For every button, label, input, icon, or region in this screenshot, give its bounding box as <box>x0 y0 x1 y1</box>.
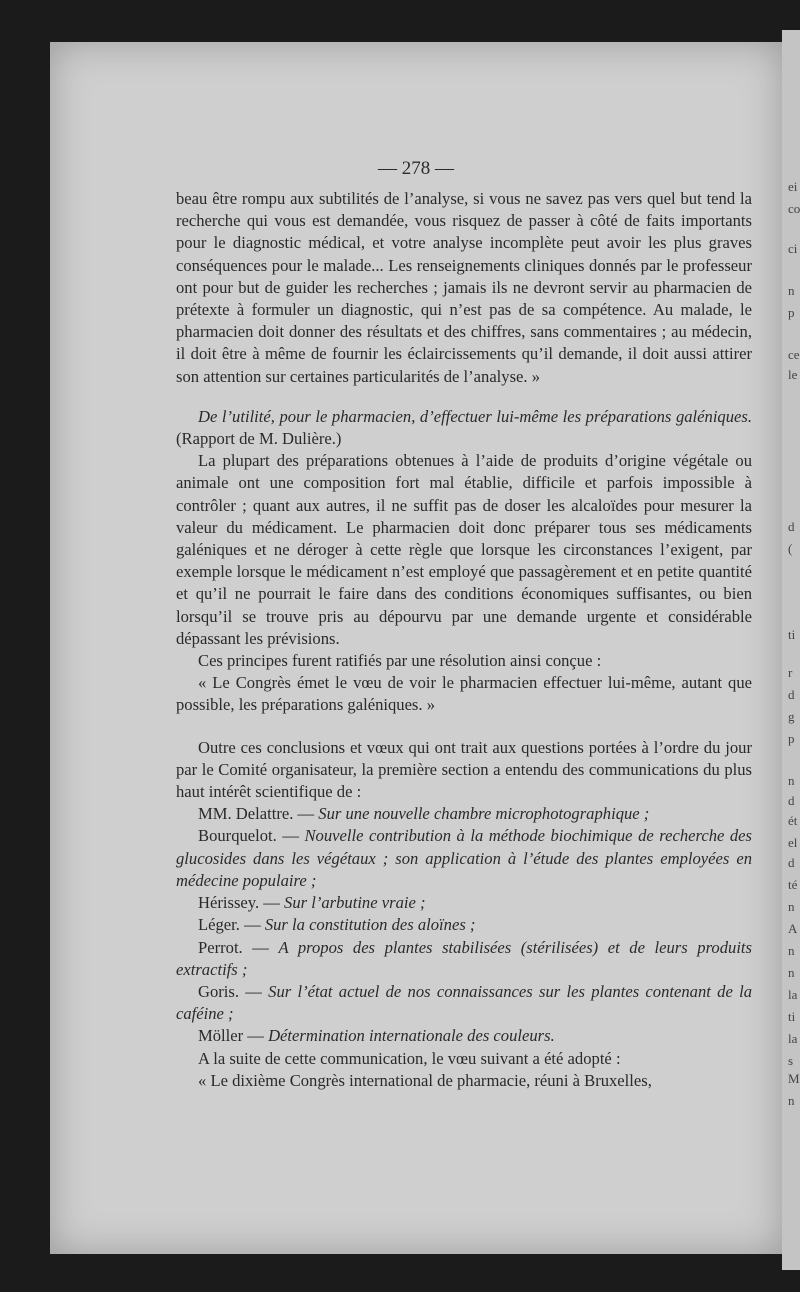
scanned-page <box>50 42 782 1254</box>
margin-letter: le <box>788 367 798 382</box>
margin-letter: ti <box>788 1009 796 1024</box>
paragraph-principles <box>176 650 752 672</box>
margin-letter: ei <box>788 179 798 194</box>
author: Möller — <box>198 1026 269 1046</box>
margin-letter: n <box>788 1093 795 1108</box>
section-title: De l’utilité, pour le pharmacien, d’effectuer lui-même les préparations galéniques. <box>198 406 752 426</box>
margin-letter: n <box>788 965 795 980</box>
margin-letter: d <box>788 793 795 808</box>
paragraph-resolution <box>176 672 752 716</box>
section-reference: (Rapport de M. Dulière.) <box>176 429 342 449</box>
margin-letter: el <box>788 835 798 850</box>
author: Bourquelot. — <box>198 826 305 846</box>
paragraph-text: « Le dixième Congrès international de pharmacie, réuni à Bruxelles, <box>198 1070 652 1090</box>
communication-item <box>176 1025 752 1047</box>
paragraph-text: Ces principes furent ratifiés par une résolution ainsi conçue : <box>198 651 602 671</box>
communication-title: Sur une nouvelle chambre microphotographique ; <box>318 804 650 824</box>
margin-letter: p <box>788 731 795 746</box>
margin-letter: p <box>788 305 795 320</box>
paragraph-vow-start <box>176 1070 752 1092</box>
paragraph-text: « Le Congrès émet le vœu de voir le pharmacien effectuer lui-même, autant que possible, les préparations galéniques. » <box>176 673 752 715</box>
page-body <box>176 188 752 1092</box>
author: Goris. — <box>198 981 269 1001</box>
communication-title: Sur l’état actuel de nos connaissances sur les plantes contenant de la caféine ; <box>176 981 752 1024</box>
margin-letter: ti <box>788 627 796 642</box>
margin-letter: M <box>788 1071 800 1086</box>
margin-letter: A <box>788 921 798 936</box>
margin-letter: n <box>788 943 795 958</box>
communication-title: Détermination internationale des couleurs. <box>268 1026 555 1046</box>
paragraph-text: La plupart des préparations obtenues à l’aide de produits d’origine végétale ou animale ont une composition fort mal établie, difficile et parfois impossible à contrôler ; quant aux autres, il ne suffit pas de doser les alcaloïdes pour mesurer la valeur du médicament. Le pharmacien doit donc préparer tous ses médicaments galéniques et ne déroger à cette règle que lorsque les circonstances l’exigent, par exemple lorsque le médicament n’est employé que passagèrement et en petite quantité et qu’il ne pourrait le faire dans des conditions économiques suffisantes, ou bien lorsqu’il se trouve pris au dépourvu par une demande urgente et considérable dépassant les prévisions. <box>176 451 752 648</box>
margin-letter: n <box>788 773 795 788</box>
communication-item <box>176 981 752 1025</box>
paragraph-communications-intro <box>176 737 752 804</box>
margin-letter: s <box>788 1053 794 1068</box>
communication-title: Nouvelle contribution à la méthode biochimique de recherche des glucosides dans les végétaux ; son application à l’étude des plantes employées en médecine populaire ; <box>176 826 752 890</box>
paragraph-galenic-body <box>176 450 752 650</box>
margin-letter: r <box>788 665 793 680</box>
margin-letter: ci <box>788 241 798 256</box>
margin-letter: la <box>788 987 798 1002</box>
margin-letter: ( <box>788 541 793 556</box>
paragraph-text: A la suite de cette communication, le vœu suivant a été adopté : <box>198 1048 621 1068</box>
margin-letter: la <box>788 1031 798 1046</box>
paragraph-galenic-heading <box>176 406 752 450</box>
margin-letter: n <box>788 899 795 914</box>
author: Perrot. — <box>198 937 279 957</box>
paragraph-text: beau être rompu aux subtilités de l’analyse, si vous ne savez pas vers quel but tend la recherche qui vous est demandée, vous risquez de passer à côté de faits importants pour le diagnostic médical, et votre analyse incomplète peut avoir les plus graves conséquences pour le malade... Les renseignements cliniques donnés par le professeur ont pour but de guider les recherches ; jamais ils ne devront servir au pharmacien de prétexte à formuler un diagnostic, qui n’est pas de sa compétence. Au malade, le pharmacien doit donner des résultats et des chiffres, sans commentaires ; au médecin, il doit être à même de fournir les éclaircissements qu’il demande, il doit aussi attirer son attention sur certaines particularités de l’analyse. » <box>176 189 752 386</box>
margin-letter: té <box>788 877 798 892</box>
margin-letter: co <box>788 201 800 216</box>
communication-title: A propos des plantes stabilisées (stérilisées) et de leurs produits extractifs ; <box>176 937 752 979</box>
margin-letter: ét <box>788 813 798 828</box>
margin-letter: g <box>788 709 795 724</box>
margin-letter: d <box>788 855 795 870</box>
author: MM. Delattre. — <box>198 804 319 824</box>
communication-title: Sur la constitution des aloïnes ; <box>264 915 476 935</box>
author: Hérissey. — <box>198 893 285 913</box>
communication-item <box>176 914 752 936</box>
margin-letter: d <box>788 687 795 702</box>
communication-item <box>176 892 752 914</box>
paragraph-analysis-quote <box>176 188 752 388</box>
communication-item <box>176 803 752 825</box>
page-number: — 278 — <box>378 158 454 179</box>
margin-letter: n <box>788 283 795 298</box>
paragraph-vow-intro <box>176 1048 752 1070</box>
communication-item <box>176 937 752 981</box>
communication-title: Sur l’arbutine vraie ; <box>284 893 426 913</box>
communication-item <box>176 825 752 892</box>
margin-letter: d <box>788 519 795 534</box>
margin-letter: ce <box>788 347 800 362</box>
author: Léger. — <box>198 915 265 935</box>
paragraph-text: Outre ces conclusions et vœux qui ont trait aux questions portées à l’ordre du jour par le Comité organisateur, la première section a entendu des communications du plus haut intérêt scientifique de : <box>176 737 752 802</box>
